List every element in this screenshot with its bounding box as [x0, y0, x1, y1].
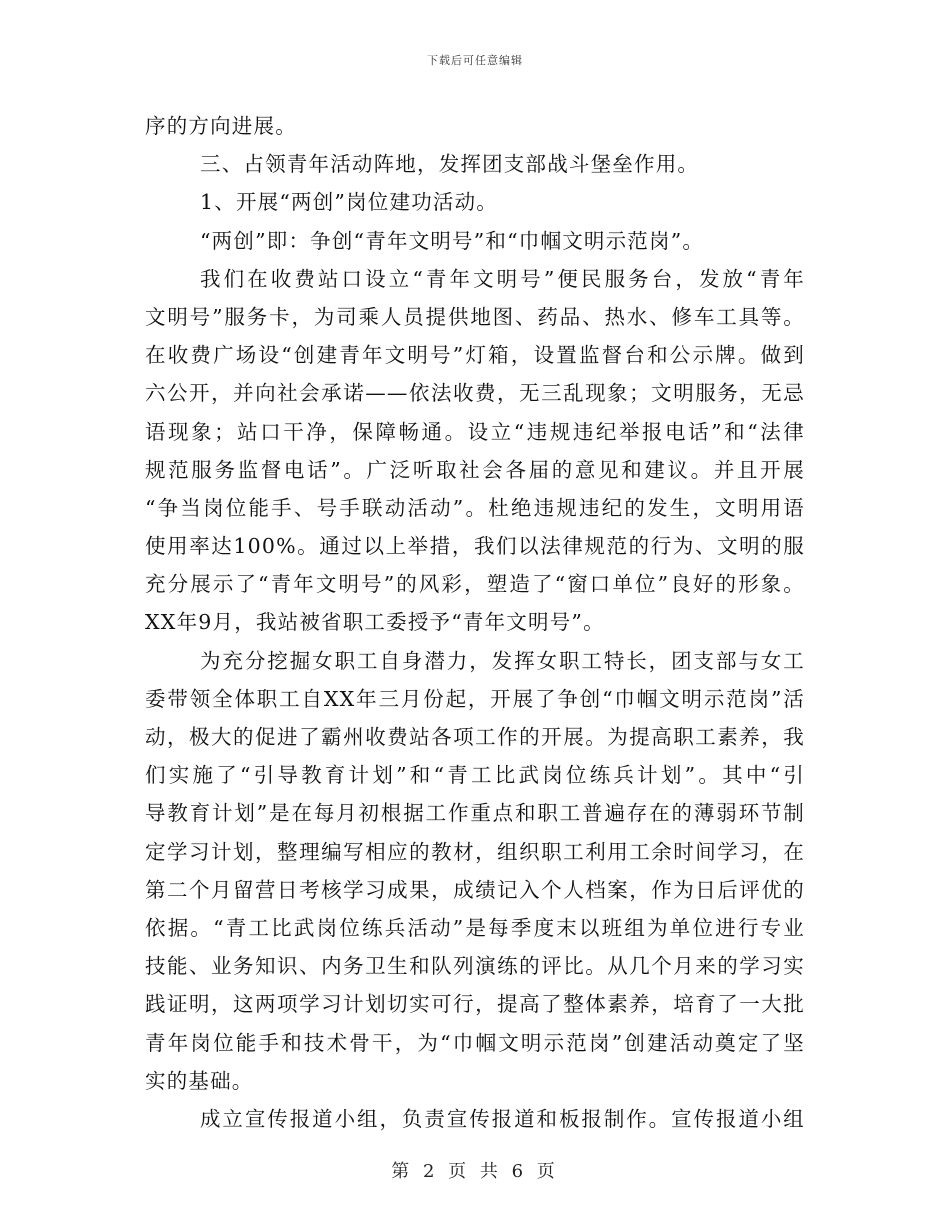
paragraph-line: 青年岗位能手和技术骨干，为“巾帼文明示范岗”创建活动奠定了坚: [145, 1030, 805, 1055]
paragraph-line: 们实施了“引导教育计划”和“青工比武岗位练兵计划”。其中“引: [145, 763, 805, 788]
paragraph-line: 定学习计划，整理编写相应的教材，组织职工利用工余时间学习，在: [145, 839, 805, 864]
paragraph-line: “争当岗位能手、号手联动活动”。杜绝违规违纪的发生，文明用语: [145, 495, 805, 520]
paragraph-line: 在收费广场设“创建青年文明号”灯箱，设置监督台和公示牌。做到: [145, 343, 805, 368]
document-body: [145, 107, 805, 1138]
paragraph-line: “两创”即：争创“青年文明号”和“巾帼文明示范岗”。: [200, 228, 705, 253]
paragraph-line: 序的方向进展。: [145, 114, 297, 138]
paragraph-line: XX年9月，我站被省职工委授予“青年文明号”。: [145, 610, 605, 635]
paragraph-line: 导教育计划”是在每月初根据工作重点和职工普遍存在的薄弱环节制: [145, 801, 805, 826]
paragraph-line: 六公开，并向社会承诺——依法收费，无三乱现象；文明服务，无忌: [145, 381, 805, 406]
paragraph-line: 1、开展“两创”岗位建功活动。: [200, 190, 499, 215]
paragraph-line: 规范服务监督电话”。广泛听取社会各届的意见和建议。并且开展: [145, 457, 805, 482]
paragraph-line: 委带领全体职工自XX年三月份起，开展了争创“巾帼文明示范岗”活: [145, 686, 805, 711]
paragraph-line: 为充分挖掘女职工自身潜力，发挥女职工特长，团支部与女工: [200, 648, 805, 673]
paragraph-line: 我们在收费站口设立“青年文明号”便民服务台，发放“青年: [200, 266, 805, 291]
page-number-footer: 第 2 页 共 6 页: [391, 1161, 559, 1182]
paragraph-line: 实的基础。: [145, 1068, 254, 1093]
paragraph-line: 使用率达100%。通过以上举措，我们以法律规范的行为、文明的服: [145, 534, 805, 559]
paragraph-line: 技能、业务知识、内务卫生和队列演练的评比。从几个月来的学习实: [145, 954, 805, 979]
paragraph-line: 第二个月留营日考核学习成果，成绩记入个人档案，作为日后评优的: [145, 877, 805, 902]
paragraph-line: 文明号”服务卡，为司乘人员提供地图、药品、热水、修车工具等。: [145, 304, 805, 329]
page-header-note: 下载后可任意编辑: [427, 54, 523, 67]
paragraph-line: 践证明，这两项学习计划切实可行，提高了整体素养，培育了一大批: [145, 992, 805, 1017]
paragraph-line: 三、占领青年活动阵地，发挥团支部战斗堡垒作用。: [200, 152, 700, 177]
paragraph-line: 成立宣传报道小组，负责宣传报道和板报制作。宣传报道小组: [200, 1106, 805, 1131]
paragraph-line: 语现象；站口干净，保障畅通。设立“违规违纪举报电话”和“法律: [145, 419, 805, 444]
paragraph-line: 动，极大的促进了霸州收费站各项工作的开展。为提高职工素养，我: [145, 725, 805, 749]
paragraph-line: 依据。“青工比武岗位练兵活动”是每季度末以班组为单位进行专业: [145, 915, 805, 940]
paragraph-line: 充分展示了“青年文明号”的风彩，塑造了“窗口单位”良好的形象。: [145, 572, 805, 597]
